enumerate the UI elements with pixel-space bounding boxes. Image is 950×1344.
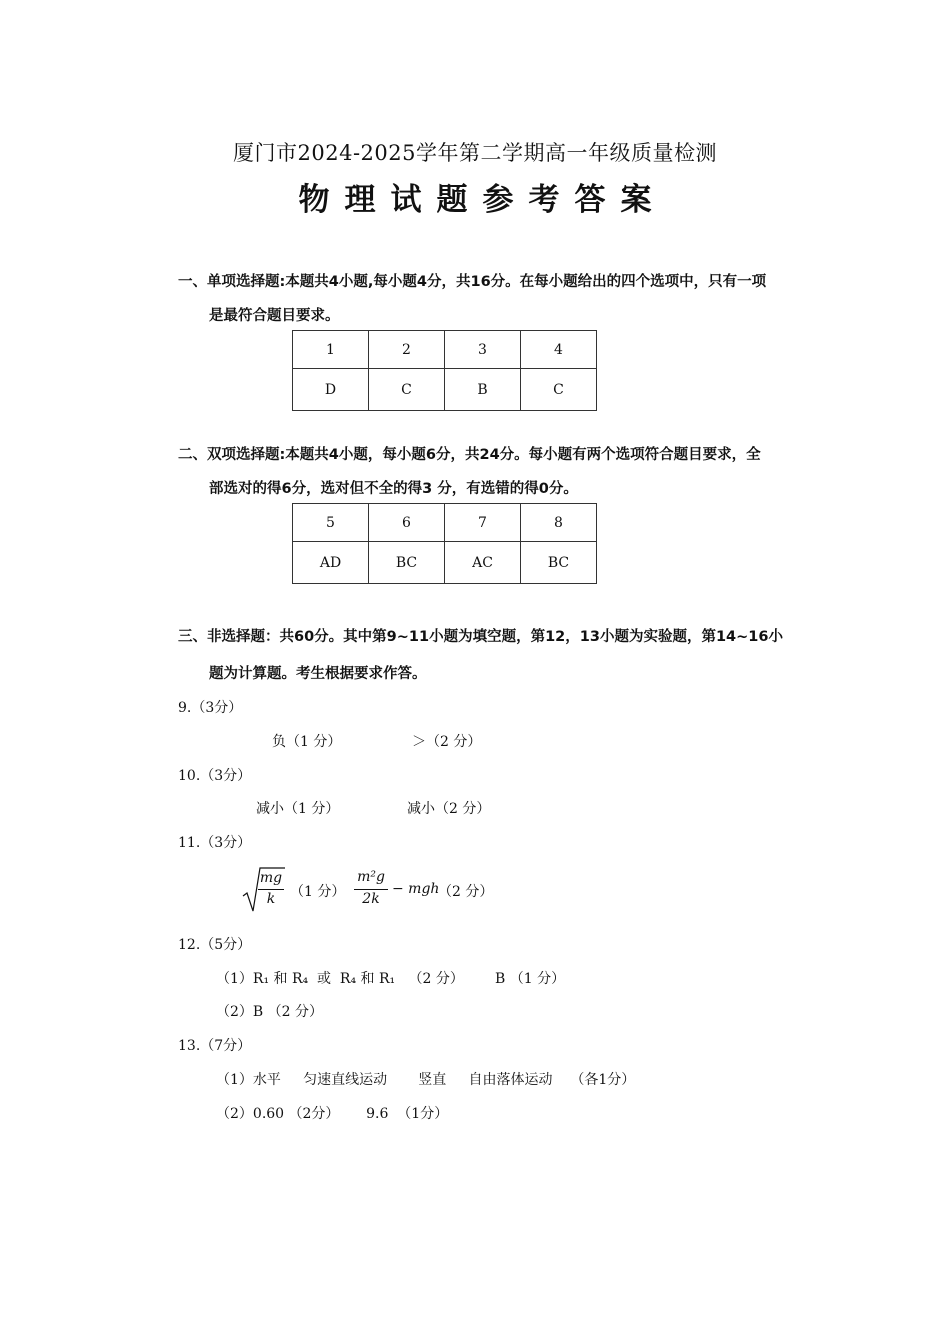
q9-answer-2: ＞（2 分） xyxy=(412,734,482,750)
section2-heading: 二、双项选择题:本题共4小题，每小题6分，共24分。每小题有两个选项符合题目要求，全 xyxy=(178,447,761,463)
table-cell: 2 xyxy=(369,331,445,369)
q9-label: 9.（3分） xyxy=(178,700,243,716)
q13-line-1: （1）水平 匀速直线运动 竖直 自由落体运动 （各1分） xyxy=(216,1072,636,1088)
q11-score-2: （2 分） xyxy=(438,884,494,900)
q10-answer-1: 减小（1 分） xyxy=(256,801,340,817)
section2-heading-cont: 部选对的得6分，选对但不全的得3 分，有选错的得0分。 xyxy=(209,481,578,497)
answer-table-2 xyxy=(292,503,597,584)
table-cell: 7 xyxy=(445,504,521,542)
section1-heading-cont: 是最符合题目要求。 xyxy=(209,308,340,324)
table-cell: 3 xyxy=(445,331,521,369)
q12-line-1: （1）R₁ 和 R₄ 或 R₄ 和 R₁ （2 分） B （1 分） xyxy=(216,971,566,987)
answer-table-1 xyxy=(292,330,597,411)
table-cell: 8 xyxy=(521,504,597,542)
table-cell: BC xyxy=(521,542,597,584)
table-cell: C xyxy=(369,369,445,411)
fraction-2-numerator: m²g xyxy=(357,869,385,885)
table-cell: B xyxy=(445,369,521,411)
document-subtitle: 物理试题参考答案 xyxy=(298,182,667,218)
q13-label: 13.（7分） xyxy=(178,1038,252,1054)
q9-answer-1: 负（1 分） xyxy=(272,734,342,750)
fraction-2-bar xyxy=(354,889,388,890)
table-cell: 4 xyxy=(521,331,597,369)
fraction-1-denominator: k xyxy=(266,891,276,907)
q12-label: 12.（5分） xyxy=(178,937,252,953)
q11-score-1: （1 分） xyxy=(290,884,346,900)
q12-line-2: （2）B （2 分） xyxy=(216,1004,324,1020)
fraction-1-bar xyxy=(258,889,284,890)
fraction-1-numerator: mg xyxy=(259,870,283,886)
section3-heading-cont: 题为计算题。考生根据要求作答。 xyxy=(209,666,427,682)
fraction-2-denominator: 2k xyxy=(362,891,380,907)
table-cell: 5 xyxy=(293,504,369,542)
document-title: 厦门市2024-2025学年第二学期高一年级质量检测 xyxy=(233,141,717,165)
q11-formula-tail: − mgh xyxy=(392,881,440,897)
q11-label: 11.（3分） xyxy=(178,835,252,851)
table-cell: 1 xyxy=(293,331,369,369)
table-cell: AC xyxy=(445,542,521,584)
table-cell: C xyxy=(521,369,597,411)
table-cell: 6 xyxy=(369,504,445,542)
table-cell: BC xyxy=(369,542,445,584)
q13-line-2: （2）0.60 （2分） 9.6 （1分） xyxy=(216,1106,449,1122)
table-cell: AD xyxy=(293,542,369,584)
section1-heading: 一、单项选择题:本题共4小题,每小题4分，共16分。在每小题给出的四个选项中，只有一项 xyxy=(178,274,767,290)
section3-heading: 三、非选择题：共60分。其中第9~11小题为填空题，第12，13小题为实验题，第14~16小 xyxy=(178,629,783,645)
q10-answer-2: 减小（2 分） xyxy=(407,801,491,817)
q10-label: 10.（3分） xyxy=(178,768,252,784)
table-cell: D xyxy=(293,369,369,411)
